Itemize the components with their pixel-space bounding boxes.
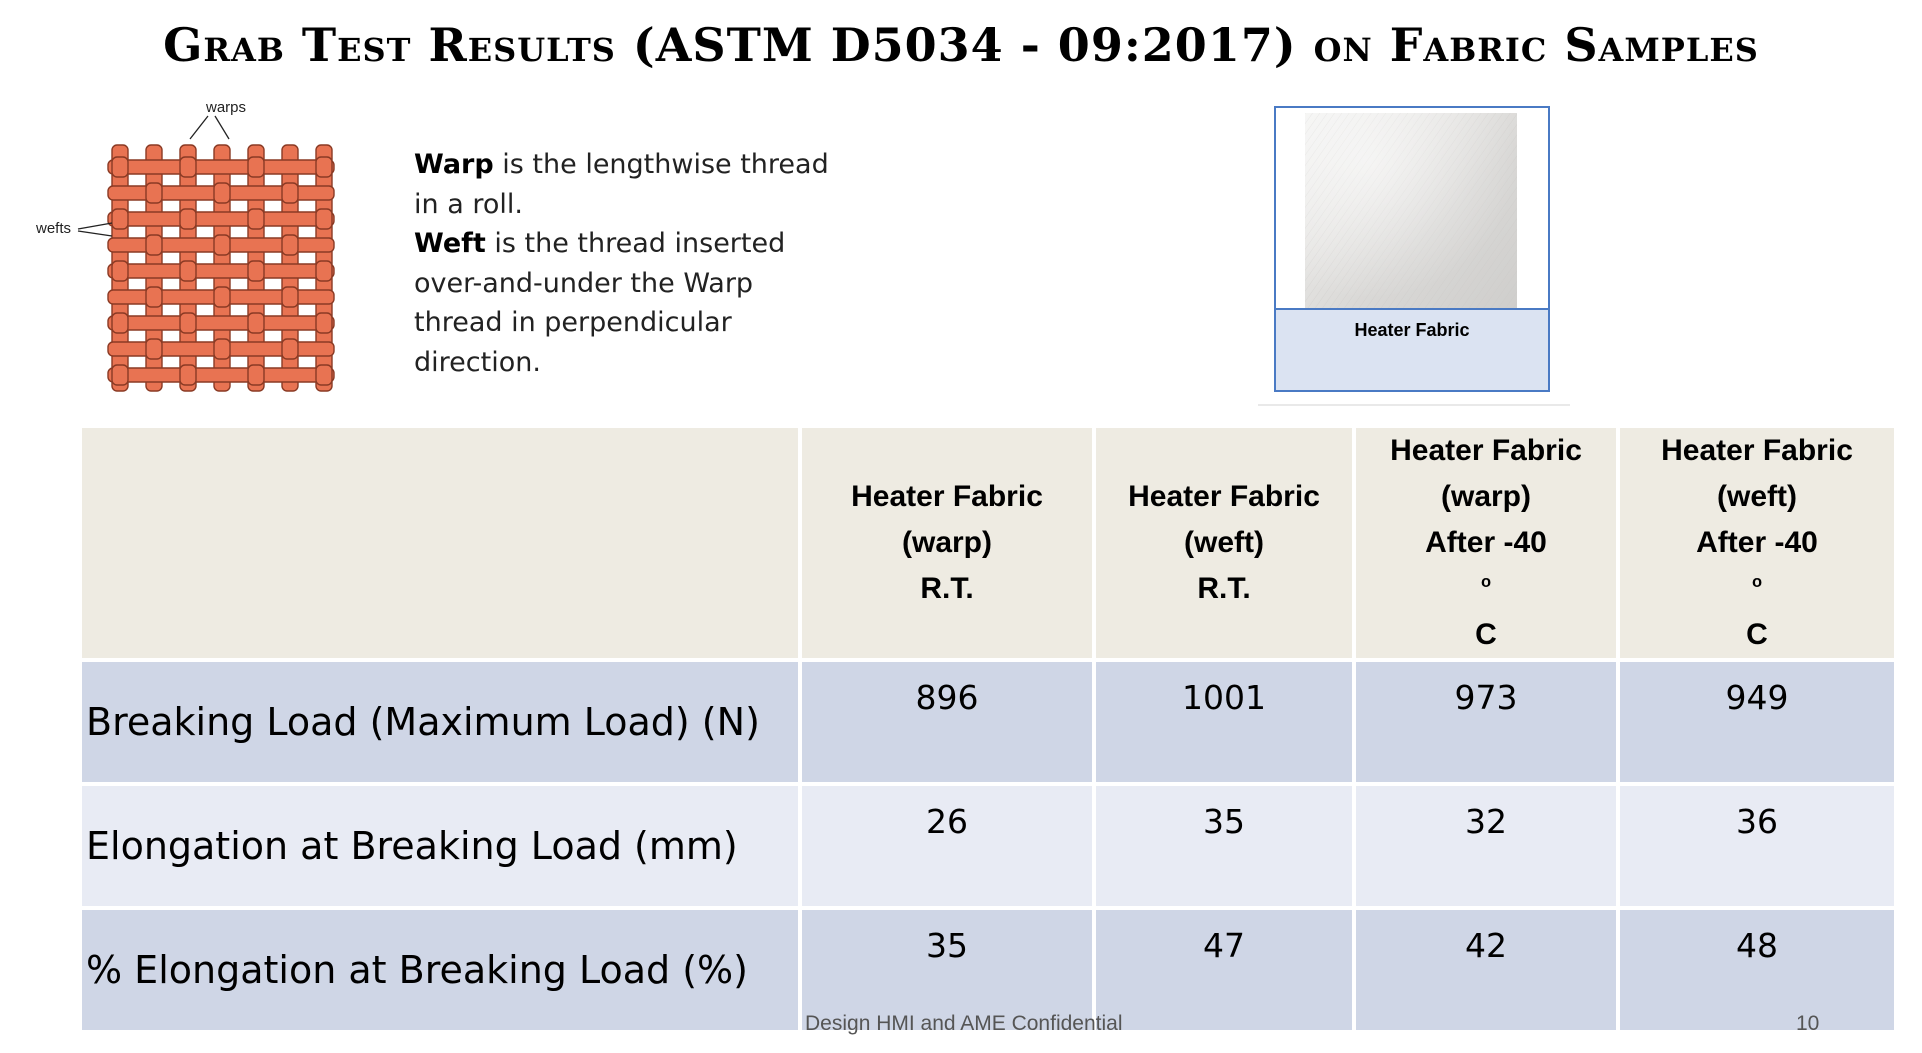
- warp-crossing: [180, 157, 196, 177]
- weft-term: Weft: [414, 228, 486, 259]
- warp-crossing: [282, 339, 298, 359]
- table-row-elongation-mm: [82, 786, 1894, 906]
- weft-thread: [108, 264, 334, 278]
- header-weft-rt: [1096, 428, 1352, 658]
- warp-crossing: [146, 339, 162, 359]
- table-cell: 47: [1096, 910, 1352, 1030]
- results-table: [78, 424, 1898, 1034]
- warp-crossing: [248, 157, 264, 177]
- warps-pointer-2: [215, 116, 229, 139]
- header-line: (warp): [902, 526, 992, 559]
- header-line: Heater Fabric: [1390, 434, 1582, 467]
- warp-crossing: [214, 235, 230, 255]
- sample-caption: Heater Fabric: [1276, 308, 1548, 390]
- warp-crossing: [316, 365, 332, 385]
- warp-crossing: [180, 209, 196, 229]
- table-cell: 35: [802, 910, 1092, 1030]
- header-line-prefix: After -40: [1425, 526, 1547, 559]
- footer-confidential: Design HMI and AME Confidential: [805, 1012, 1123, 1035]
- header-line-suffix: C: [1746, 618, 1768, 651]
- warps-pointer-1: [190, 116, 208, 139]
- weave-diagram: [30, 95, 370, 395]
- wefts-label: wefts: [36, 220, 72, 237]
- table-cell: 1001: [1096, 662, 1352, 782]
- header-line: (warp): [1441, 480, 1531, 513]
- warp-crossing: [146, 235, 162, 255]
- warp-crossing: [112, 261, 128, 281]
- sample-card: [1274, 106, 1550, 392]
- warp-term: Warp: [414, 149, 494, 180]
- fabric-texture: [1305, 113, 1517, 309]
- weft-definition: is the thread inserted over-and-under the Warp thread in perpendicular direction.: [414, 228, 786, 378]
- warp-crossing: [316, 209, 332, 229]
- header-warp-rt: [802, 428, 1092, 658]
- degree-sup: o: [1480, 573, 1492, 591]
- warp-crossing: [112, 209, 128, 229]
- warp-crossing: [112, 313, 128, 333]
- warp-definition: is the lengthwise thread in a roll.: [414, 149, 829, 220]
- warp-crossing: [180, 365, 196, 385]
- header-line-suffix: C: [1475, 618, 1497, 651]
- table-cell: 949: [1620, 662, 1894, 782]
- warp-crossing: [180, 313, 196, 333]
- table-row-breaking-load: [82, 662, 1894, 782]
- warp-crossing: [316, 261, 332, 281]
- header-line: Heater Fabric: [1661, 434, 1853, 467]
- header-line: [1356, 520, 1616, 658]
- header-corner-cell: [82, 428, 798, 658]
- header-line-prefix: After -40: [1696, 526, 1818, 559]
- warp-crossing: [248, 313, 264, 333]
- weft-thread: [108, 316, 334, 330]
- table-cell: 26: [802, 786, 1092, 906]
- header-line: [1620, 520, 1894, 658]
- warp-crossing: [248, 209, 264, 229]
- table-cell: 35: [1096, 786, 1352, 906]
- weft-thread: [108, 368, 334, 382]
- warp-crossing: [146, 183, 162, 203]
- header-line: R.T.: [920, 572, 974, 605]
- warp-crossing: [316, 313, 332, 333]
- table-cell: 36: [1620, 786, 1894, 906]
- warp-crossing: [214, 183, 230, 203]
- wefts-pointer-2: [78, 231, 112, 236]
- table-cell: 42: [1356, 910, 1616, 1030]
- warp-crossing: [146, 287, 162, 307]
- warp-crossing: [214, 287, 230, 307]
- warp-crossing: [248, 261, 264, 281]
- row-label: Breaking Load (Maximum Load) (N): [82, 662, 798, 782]
- header-line: R.T.: [1197, 572, 1251, 605]
- warp-crossing: [214, 339, 230, 359]
- header-line: (weft): [1717, 480, 1797, 513]
- table-cell: 32: [1356, 786, 1616, 906]
- table-header-row: [82, 428, 1894, 658]
- row-label: % Elongation at Breaking Load (%): [82, 910, 798, 1030]
- warp-crossing: [316, 157, 332, 177]
- weft-thread: [108, 212, 334, 226]
- warp-crossing: [112, 365, 128, 385]
- page-title: Grab Test Results (ASTM D5034 - 09:2017) on Fabric Samples: [163, 18, 1759, 72]
- warp-crossing: [248, 365, 264, 385]
- page-number: 10: [1796, 1012, 1820, 1035]
- table-cell: 896: [802, 662, 1092, 782]
- weft-thread: [108, 160, 334, 174]
- header-weft-cold: [1620, 428, 1894, 658]
- warp-crossing: [180, 261, 196, 281]
- sample-divider: [1258, 404, 1570, 406]
- row-label: Elongation at Breaking Load (mm): [82, 786, 798, 906]
- wefts-pointer-1: [78, 223, 112, 229]
- fabric-sample-photo: [1305, 113, 1517, 309]
- warp-crossing: [282, 287, 298, 307]
- table-cell: 973: [1356, 662, 1616, 782]
- header-warp-cold: [1356, 428, 1616, 658]
- warps-label: warps: [206, 99, 247, 116]
- warp-crossing: [282, 235, 298, 255]
- header-line: Heater Fabric: [851, 480, 1043, 513]
- definitions-text: [414, 145, 834, 382]
- warp-crossing: [112, 157, 128, 177]
- header-line: Heater Fabric: [1128, 480, 1320, 513]
- degree-sup: o: [1751, 573, 1763, 591]
- table-cell: 48: [1620, 910, 1894, 1030]
- header-line: (weft): [1184, 526, 1264, 559]
- warp-crossing: [282, 183, 298, 203]
